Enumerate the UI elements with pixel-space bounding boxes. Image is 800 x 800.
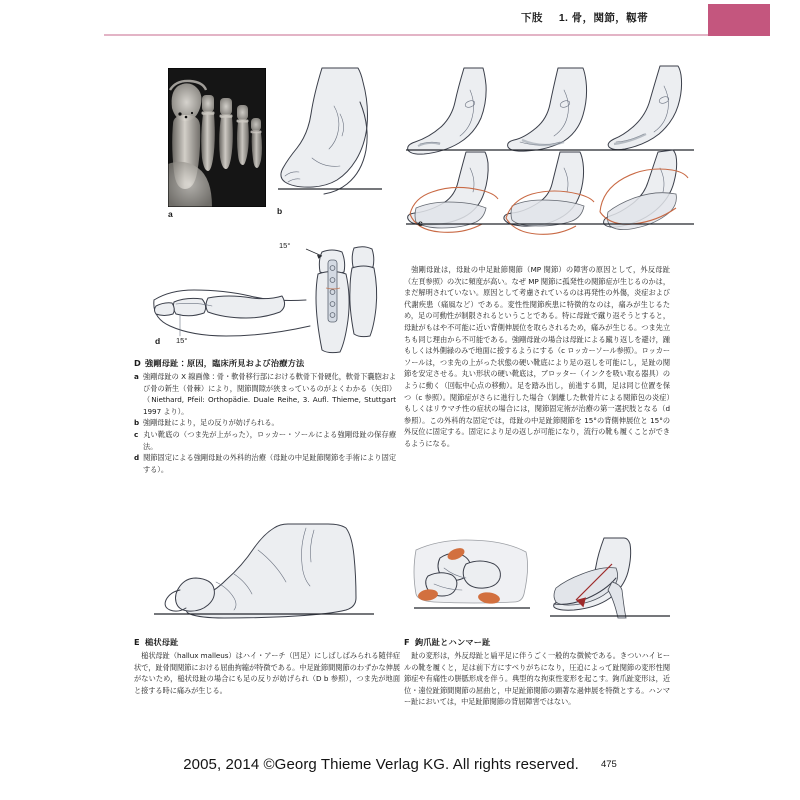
figure-a-xray-image	[168, 68, 266, 207]
caption-d-letter: D	[134, 358, 141, 368]
caption-e-heading	[134, 637, 400, 648]
caption-d-item-marker: b	[134, 418, 140, 428]
figure-f-claw-and-hammer-toes	[414, 538, 686, 634]
caption-f-heading	[404, 637, 670, 648]
figure-label-a: a	[168, 209, 173, 219]
caption-f-title: 鉤爪趾とハンマー趾	[415, 637, 491, 647]
caption-d-item	[134, 429, 396, 452]
caption-d-item-marker: d	[134, 453, 140, 463]
figure-d-dorsal-fixation	[304, 244, 390, 356]
caption-d-item	[134, 371, 396, 417]
caption-d-title: 強剛母趾：原因，臨床所見および治療方法	[145, 358, 305, 368]
caption-d-heading	[134, 358, 396, 369]
running-head-color-block	[708, 4, 770, 36]
footer-page-number: 475	[600, 759, 617, 770]
caption-d-item	[134, 452, 396, 475]
caption-d-item-text: 丸い靴底の（つま先が上がった），ロッカー・ソールによる強剛母趾の保存療法。	[143, 429, 396, 451]
caption-e-body: 槌状母趾（hallux malleus）はハイ・アーチ（凹足）にしばしばみられる随伴症状で，趾骨間関節における屈曲拘縮が特徴である。中足趾節間関節のわずかな伸展がないため，槌状母趾の場合にも足の反りが妨げられ（D b 参照），つま先が地面と接する時に痛みが生じる。	[134, 651, 400, 695]
running-head	[104, 8, 764, 40]
main-body-paragraph: 強剛母趾は，母趾の中足趾節関節（MP 関節）の障害の原因として，外反母趾（左頁参照）の次に頻度が高い。なぜ MP 関節に孤発性の関節症が生じるのかは，まだ解明されていない。原因として考慮されているのは再発性の外傷，炎症および代謝疾患（痛風など）である。変性性関節疾患に特徴的なのは，痛みが生じるため，足の可動性が制限されるということである。特に母趾で蹴り返そうとすると，母趾がもはや不可能に近い背側伸展位を取らされるため，痛みが生じる。つま先立ちも同じ理由から不可能である。強剛母趾の場合は母趾による蹴り返しを避け，踵もしくは外側縁のみで地面に接するようにする（c ロッカーソール参照）。ロッカーソールは，つま先の上がった状態の硬い靴底により足の返しを可能にし，足趾の関節を安定させる。丸い形状の硬い靴底は，ブロッター（インクを吸い取る器具）のように動く（回転中心点の移動）。足を踏み出し，前進する間，足は同じ位置を保つ（c 参照）。関節症がさらに進行した場合（剝離した軟骨片による関節包の炎症）もしくはリウマチ性の症状の場合には，関節固定術が治療の第一選択肢となる（d 参照）。この外科的な固定では，母趾の中足趾節関節を 15°の背側伸展位と 15°の外反位に固定する。固定により足の返しが可能になり，流行の靴も履くことができるようになる。	[404, 265, 670, 448]
caption-f-body: 趾の変形は，外反母趾と扁平足に伴うごく一般的な徴候である。きついハイヒールの靴を履くと，足は前下方にすべりがちになり，圧迫によって趾関節の変形性関節症や有痛性の胼胝形成を伴う。典型的な拘束性変形を起こす。鉤爪趾変形は，近位・遠位趾節間関節の屈曲と，中足趾節関節の顕著な過伸展を特徴とする。ハンマー趾においては，中足趾節関節の背屈障害ではない。	[404, 651, 670, 707]
caption-e-letter: E	[134, 637, 140, 647]
caption-f-block	[404, 637, 670, 708]
caption-d-item-marker: a	[134, 372, 139, 381]
caption-d-block	[134, 358, 396, 475]
caption-e-block	[134, 637, 400, 696]
figure-c-gait-sequence	[406, 64, 694, 224]
running-head-region: 下肢	[521, 12, 543, 24]
figure-e-hallux-malleus	[138, 522, 392, 630]
page-footer	[0, 756, 800, 774]
caption-e-title: 槌状母趾	[145, 637, 179, 647]
figure-label-c: c	[418, 218, 423, 228]
figure-label-b: b	[277, 206, 283, 216]
caption-d-item-marker: c	[134, 429, 139, 439]
running-head-rule	[104, 34, 764, 36]
figure-d-angle-annotation-lower: 15°	[176, 336, 188, 345]
footer-copyright: 2005, 2014 ©Georg Thieme Verlag KG. All rights reserved.	[183, 756, 579, 773]
caption-d-item	[134, 417, 396, 429]
figure-d-angle-annotation-upper: 15°	[279, 241, 291, 250]
running-head-chapter: 1. 骨，関節，靱帯	[558, 12, 648, 24]
figure-label-d: d	[155, 336, 161, 346]
running-head-text	[521, 10, 648, 25]
figure-d-lateral-fixation	[150, 276, 310, 348]
figure-b-foot-profile	[276, 66, 386, 208]
caption-d-item-list	[134, 371, 396, 475]
caption-f-letter: F	[404, 637, 410, 647]
caption-d-item-text: 強剛母趾の X 線画像：骨・軟骨移行部における軟骨下骨硬化，軟骨下嚢胞および骨の新生（骨棘）により，関節間隙が狭まっているのがよくわかる（矢印）（Niethard, Pfeil: Orthopädie. Duale Reihe, 3. Aufl. Thieme, Stuttgart 1997 より）。	[143, 372, 396, 416]
main-body-text	[404, 264, 670, 450]
caption-d-item-text: 強剛母趾により，足の反りが妨げられる。	[143, 418, 279, 428]
caption-d-item-text: 関節固定による強剛母趾の外科的治療（母趾の中足趾節関節を手術により固定する）。	[143, 453, 396, 474]
